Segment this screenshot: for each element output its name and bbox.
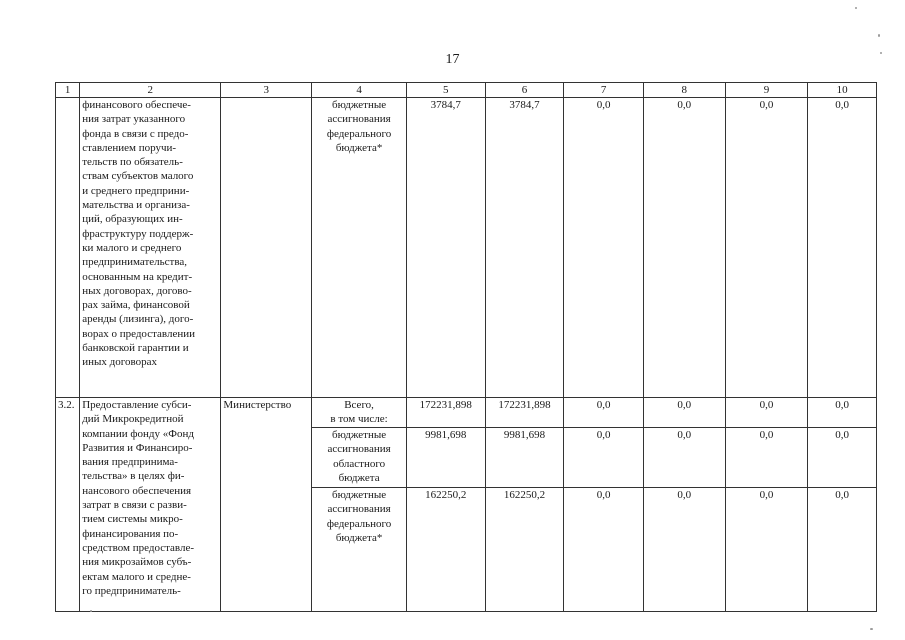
value-cell: 0,0: [564, 398, 644, 428]
value-cell: 172231,898: [406, 398, 485, 428]
scan-speck: [870, 628, 873, 630]
funding-source-cell: Всего, в том числе:: [312, 398, 407, 428]
column-number: 8: [643, 83, 725, 98]
value-cell: 0,0: [643, 398, 725, 428]
column-number-row: [56, 83, 877, 98]
scan-speck: [878, 34, 880, 37]
funding-source-cell: бюджетные ассигнования областного бюджета: [312, 428, 407, 488]
measure-description: финансового обеспече- ния затрат указанного фонда в связи с предо- ставлением поручи- тельств по обязатель- ствам субъектов малого и среднего предприни- мательства и организа- ций, образующих ин- фраструктуру поддерж- ки малого и среднего предпринимательства, основанным на кредит- ных договорах, догово- рах займа, финансовой аренды (лизинга), дого- ворах о предоставлении банковской гарантии и иных договорах: [80, 98, 221, 398]
scan-speck: [880, 52, 882, 54]
funding-source-cell: бюджетные ассигнования федерального бюджета*: [312, 98, 407, 398]
value-cell: 9981,698: [485, 428, 564, 488]
executor-cell: [221, 98, 312, 398]
scan-speck: [855, 7, 857, 9]
value-cell: 162250,2: [485, 488, 564, 612]
value-cell: 3784,7: [485, 98, 564, 398]
value-cell: 0,0: [643, 488, 725, 612]
value-cell: 0,0: [643, 428, 725, 488]
value-cell: 0,0: [725, 488, 808, 612]
table-row: [56, 98, 877, 398]
column-number: 3: [221, 83, 312, 98]
column-number: 6: [485, 83, 564, 98]
column-number: 1: [56, 83, 80, 98]
column-number: 5: [406, 83, 485, 98]
column-number: 10: [808, 83, 877, 98]
value-cell: 0,0: [643, 98, 725, 398]
value-cell: 0,0: [808, 398, 877, 428]
value-cell: 0,0: [725, 428, 808, 488]
table-row: [56, 398, 877, 428]
value-cell: 0,0: [725, 98, 808, 398]
column-number: 7: [564, 83, 644, 98]
measure-description: Предоставление субси- дий Микрокредитной компании фонду «Фонд Развития и Финансиро- вания предпринима- тельства» в целях фи- нансового обеспечения затрат в связи с разви- тием системы микро- финансирования по- средством предоставле- ния микрозаймов субъ- ектам малого и средне- го предприниматель-: [80, 398, 221, 612]
column-number: 2: [80, 83, 221, 98]
value-cell: 0,0: [808, 488, 877, 612]
value-cell: 0,0: [725, 398, 808, 428]
value-cell: 9981,698: [406, 428, 485, 488]
value-cell: 0,0: [808, 428, 877, 488]
value-cell: 162250,2: [406, 488, 485, 612]
executor-cell: Министерство: [221, 398, 312, 612]
value-cell: 0,0: [808, 98, 877, 398]
value-cell: 0,0: [564, 488, 644, 612]
row-number-cell: [56, 98, 80, 398]
value-cell: 0,0: [564, 98, 644, 398]
value-cell: 172231,898: [485, 398, 564, 428]
page-number: 17: [445, 52, 460, 67]
value-cell: 3784,7: [406, 98, 485, 398]
budget-table: [55, 82, 877, 612]
column-number: 4: [312, 83, 407, 98]
scan-speck: [90, 610, 92, 612]
funding-source-cell: бюджетные ассигнования федерального бюджета*: [312, 488, 407, 612]
value-cell: 0,0: [564, 428, 644, 488]
column-number: 9: [725, 83, 808, 98]
row-number-cell: 3.2.: [56, 398, 80, 612]
